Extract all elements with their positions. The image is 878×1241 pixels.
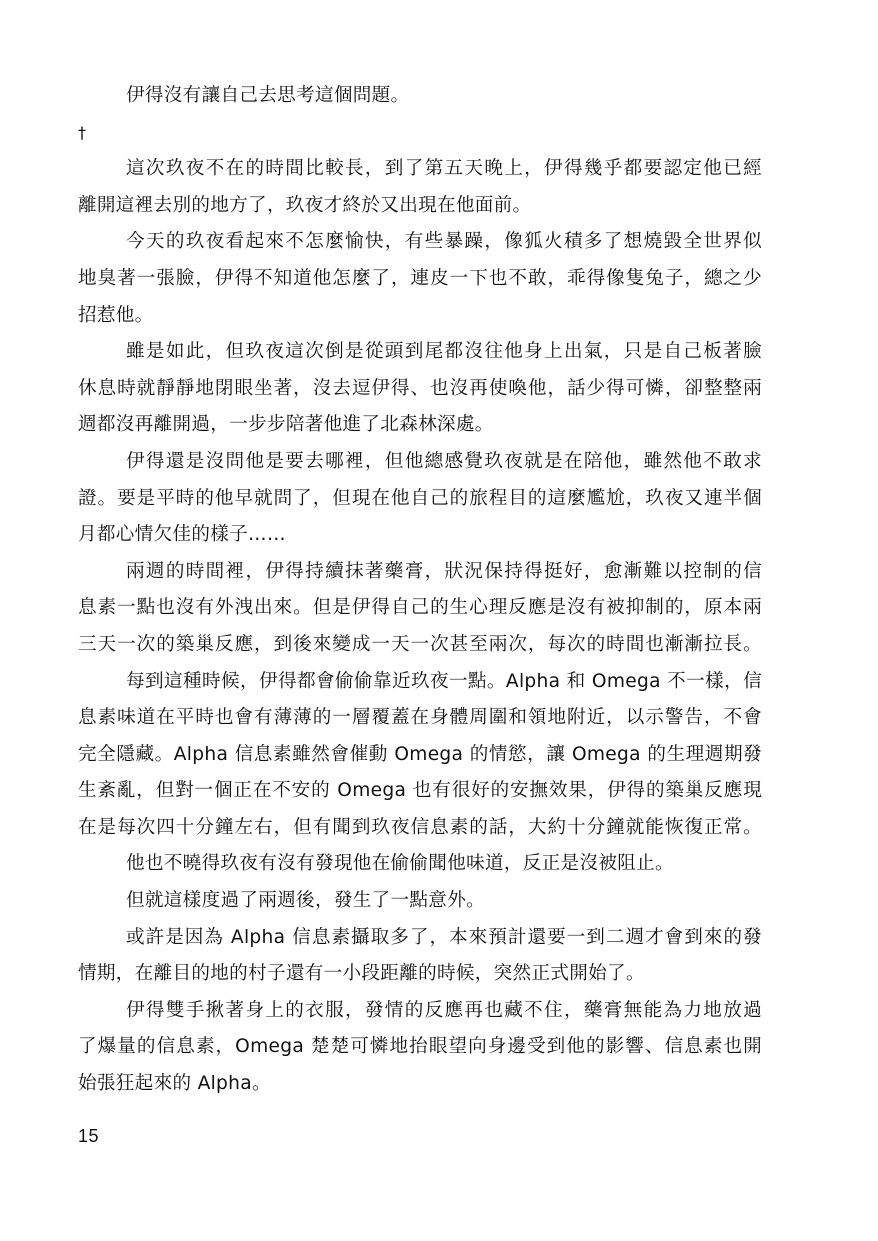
- text-line: 月都心情欠佳的樣子……: [78, 524, 286, 546]
- text-line: 始張狂起來的 Alpha。: [78, 1073, 271, 1095]
- text-line: 每到這種時候，伊得都會偷偷靠近玖夜一點。Alpha 和 Omega 不一樣，信: [126, 670, 762, 692]
- text-line: 地臭著一張臉，伊得不知道他怎麼了，連皮一下也不敢，乖得像隻兔子，總之少: [78, 267, 762, 289]
- text-line: 兩週的時間裡，伊得持續抹著藥膏，狀況保持得挺好，愈漸難以控制的信: [126, 560, 762, 582]
- text-line: 情期，在離目的地的村子還有一小段距離的時候，突然正式開始了。: [78, 963, 645, 985]
- text-line: 招惹他。: [78, 304, 154, 326]
- text-line: 伊得沒有讓自己去思考這個問題。: [126, 85, 410, 106]
- text-line: 證。要是平時的他早就問了，但現在他自己的旅程目的這麼尷尬，玖夜又連半個: [78, 487, 762, 509]
- text-line: 他也不曉得玖夜有沒有發現他在偷偷聞他味道，反正是沒被阻止。: [126, 853, 674, 875]
- page-number: 15: [78, 1126, 100, 1146]
- body-text: [78, 78, 762, 1103]
- text-line: 伊得雙手揪著身上的衣服，發情的反應再也藏不住，藥膏無能為力地放過: [126, 999, 762, 1021]
- text-line: 週都沒再離開過，一步步陪著他進了北森林深處。: [78, 414, 494, 436]
- text-line: 完全隱藏。Alpha 信息素雖然會催動 Omega 的情慾，讓 Omega 的生理週期發: [78, 743, 762, 765]
- section-divider-dagger: †: [78, 122, 87, 142]
- text-line: 這次玖夜不在的時間比較長，到了第五天晚上，伊得幾乎都要認定他已經: [126, 158, 762, 180]
- text-line: 離開這裡去別的地方了，玖夜才終於又出現在他面前。: [78, 194, 532, 216]
- text-line: 伊得還是沒問他是要去哪裡，但他總感覺玖夜就是在陪他，雖然他不敢求: [126, 450, 762, 472]
- text-line: 休息時就靜靜地閉眼坐著，沒去逗伊得、也沒再使喚他，話少得可憐，卻整整兩: [78, 377, 762, 399]
- text-line: 雖是如此，但玖夜這次倒是從頭到尾都沒往他身上出氣，只是自己板著臉: [126, 341, 762, 363]
- text-line: 了爆量的信息素，Omega 楚楚可憐地抬眼望向身邊受到他的影響、信息素也開: [78, 1036, 762, 1058]
- text-line: 今天的玖夜看起來不怎麼愉快，有些暴躁，像狐火積多了想燒毀全世界似: [126, 231, 762, 253]
- text-line: 或許是因為 Alpha 信息素攝取多了，本來預計還要一到二週才會到來的發: [126, 926, 762, 948]
- text-line: 但就這樣度過了兩週後，發生了一點意外。: [126, 890, 485, 912]
- text-line: 三天一次的築巢反應，到後來變成一天一次甚至兩次，每次的時間也漸漸拉長。: [78, 633, 762, 655]
- text-line: 生紊亂，但對一個正在不安的 Omega 也有很好的安撫效果，伊得的築巢反應現: [78, 780, 762, 802]
- text-line: 息素味道在平時也會有薄薄的一層覆蓋在身體周圍和領地附近，以示警告，不會: [78, 707, 762, 729]
- text-line: 在是每次四十分鐘左右，但有聞到玖夜信息素的話，大約十分鐘就能恢復正常。: [78, 816, 762, 838]
- text-line: 息素一點也沒有外洩出來。但是伊得自己的生心理反應是沒有被抑制的，原本兩: [78, 597, 762, 619]
